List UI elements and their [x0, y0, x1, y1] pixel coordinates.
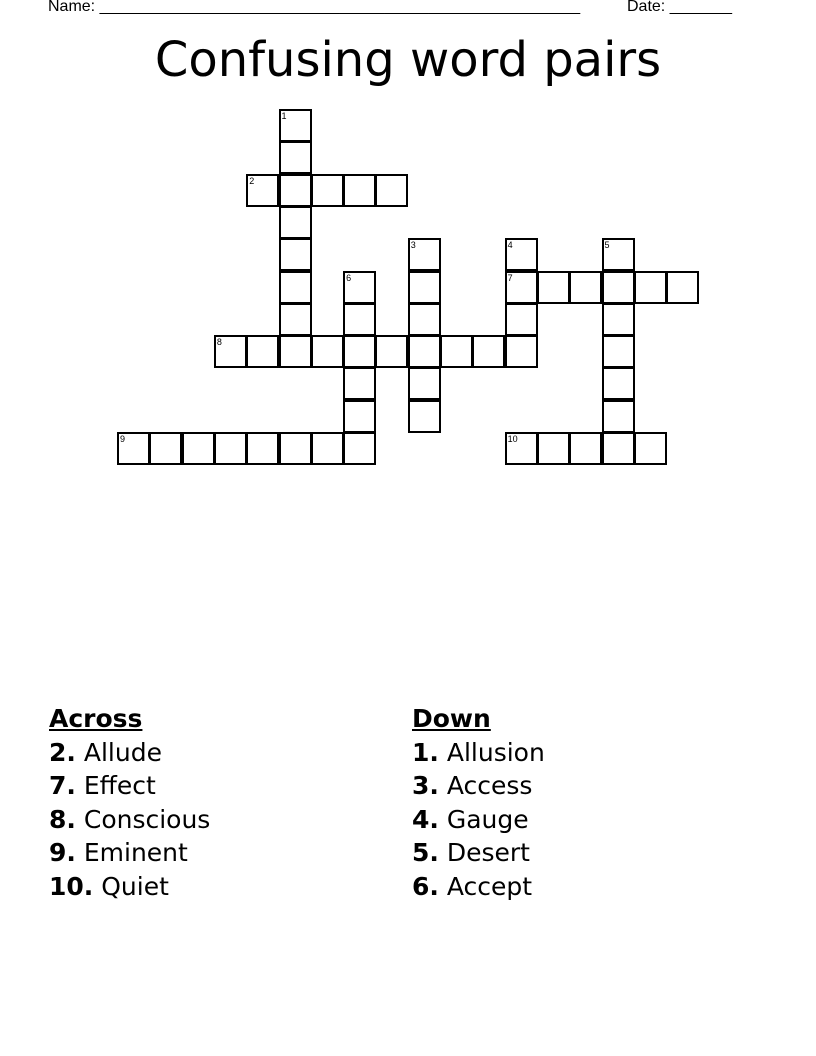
date-field-label: Date: _______ — [627, 0, 732, 15]
crossword-grid — [0, 0, 816, 500]
grid-cell[interactable] — [279, 432, 312, 465]
grid-cell[interactable] — [279, 206, 312, 239]
grid-cell[interactable] — [505, 271, 538, 304]
grid-cell[interactable] — [472, 335, 505, 368]
grid-cell[interactable] — [408, 238, 441, 271]
grid-cell[interactable] — [505, 238, 538, 271]
across-clue: 2. Allude — [49, 737, 162, 767]
clue-number: 5 — [604, 240, 610, 251]
clue-number: 2 — [249, 175, 255, 186]
grid-cell[interactable] — [408, 335, 441, 368]
grid-cell[interactable] — [343, 335, 376, 368]
across-heading: Across — [49, 704, 143, 733]
grid-cell[interactable] — [279, 174, 312, 207]
grid-cell[interactable] — [602, 238, 635, 271]
grid-cell[interactable] — [569, 271, 602, 304]
grid-cell[interactable] — [408, 271, 441, 304]
grid-cell[interactable] — [505, 335, 538, 368]
grid-cell[interactable] — [375, 335, 408, 368]
page-title: Confusing word pairs — [154, 32, 662, 88]
across-clue: 9. Eminent — [49, 838, 188, 867]
clue-number: 7 — [507, 272, 513, 283]
down-clue: 5. Desert — [412, 838, 530, 867]
grid-cell[interactable] — [343, 303, 376, 336]
grid-cell[interactable] — [279, 141, 312, 174]
grid-cell[interactable] — [505, 432, 538, 465]
down-clue: 3. Access — [412, 771, 533, 800]
grid-cell[interactable] — [246, 174, 279, 207]
grid-cell[interactable] — [214, 335, 247, 368]
grid-cell[interactable] — [246, 432, 279, 465]
grid-cell[interactable] — [182, 432, 215, 465]
down-clue: 6. Accept — [412, 871, 533, 901]
grid-cell[interactable] — [343, 174, 376, 207]
grid-cell[interactable] — [408, 303, 441, 336]
grid-cell[interactable] — [602, 367, 635, 400]
grid-cell[interactable] — [149, 432, 182, 465]
clue-number: 6 — [346, 272, 352, 283]
grid-cell[interactable] — [311, 335, 344, 368]
clue-number: 4 — [507, 240, 513, 251]
across-clue: 8. Conscious — [49, 804, 211, 834]
across-clue: 7. Effect — [49, 771, 156, 800]
grid-cell[interactable] — [279, 271, 312, 304]
grid-cell[interactable] — [311, 174, 344, 207]
name-field-label: Name: ______________________________________________________ — [48, 0, 581, 15]
grid-cell[interactable] — [602, 400, 635, 433]
grid-cell[interactable] — [634, 271, 667, 304]
down-clue: 1. Allusion — [412, 737, 545, 767]
grid-cell[interactable] — [634, 432, 667, 465]
grid-cell[interactable] — [602, 271, 635, 304]
grid-cell[interactable] — [246, 335, 279, 368]
grid-cell[interactable] — [279, 109, 312, 142]
grid-cell[interactable] — [602, 303, 635, 336]
down-heading: Down — [412, 704, 491, 733]
grid-cell[interactable] — [311, 432, 344, 465]
grid-cell[interactable] — [569, 432, 602, 465]
grid-cell[interactable] — [375, 174, 408, 207]
grid-cell[interactable] — [279, 303, 312, 336]
clue-number: 3 — [410, 240, 416, 251]
grid-cell[interactable] — [214, 432, 247, 465]
grid-cell[interactable] — [279, 238, 312, 271]
clue-number: 9 — [120, 434, 126, 444]
clue-number: 10 — [507, 434, 518, 444]
grid-cell[interactable] — [602, 335, 635, 368]
grid-cell[interactable] — [666, 271, 699, 304]
clue-number: 1 — [281, 111, 287, 121]
grid-cell[interactable] — [408, 367, 441, 400]
grid-cell[interactable] — [537, 432, 570, 465]
grid-cell[interactable] — [343, 400, 376, 433]
grid-cell[interactable] — [279, 335, 312, 368]
grid-cell[interactable] — [505, 303, 538, 336]
clue-number: 8 — [216, 337, 222, 348]
grid-cell[interactable] — [602, 432, 635, 465]
grid-cell[interactable] — [343, 367, 376, 400]
grid-cell[interactable] — [343, 271, 376, 304]
down-clue: 4. Gauge — [412, 804, 529, 834]
across-clue: 10. Quiet — [49, 871, 169, 901]
grid-cell[interactable] — [343, 432, 376, 465]
down-clues — [412, 702, 545, 903]
grid-cell[interactable] — [440, 335, 473, 368]
across-clues — [49, 702, 210, 903]
grid-cell[interactable] — [117, 432, 150, 465]
grid-cell[interactable] — [537, 271, 570, 304]
grid-cell[interactable] — [408, 400, 441, 433]
